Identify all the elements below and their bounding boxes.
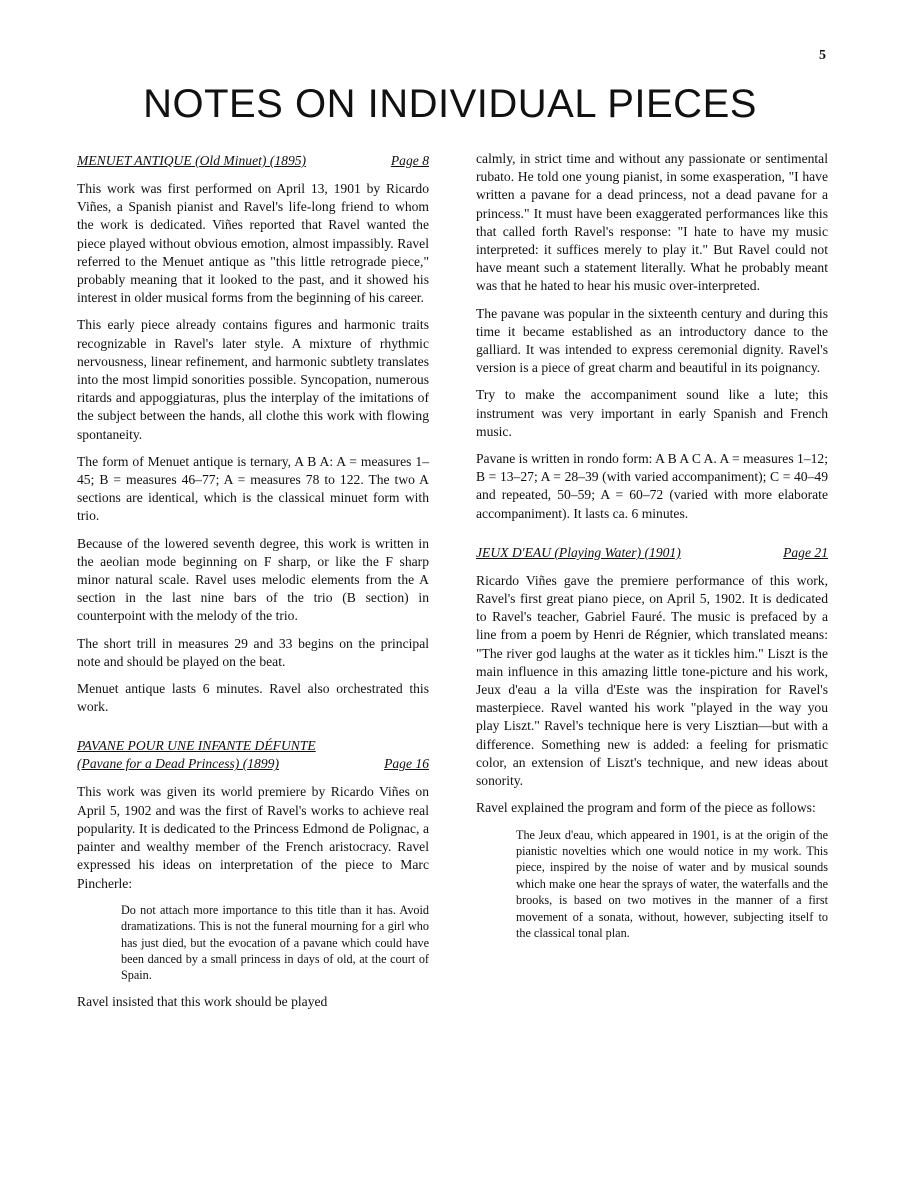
jeux-paragraph: Ricardo Viñes gave the premiere performance of this work, Ravel's first great piano piece, on April 5, 1902. It is dedicated to Ravel's teacher, Gabriel Fauré. The music is prefaced by a line from a poem by Henri de Régnier, which translated means: "The river god laughs at the water as it tickles him." Liszt is the main influence in this amazing little tone-picture and his work, Jeux d'eau a la villa d'Este was the inspiration for Ravel's masterpiece. Ravel wanted his work "played in the way you play Liszt." Ravel's technique here is very Lisztian—but with a difference. Something new is added: a feeling for prismatic color, an extension of Liszt's technique, and new ideas about sonority. bbox=[476, 572, 828, 789]
menuet-paragraph: This early piece already contains figures and harmonic traits recognizable in Ravel's later style. A mixture of rhythmic nervousness, linear refinement, and harmonic subtlety translates into the most limpid sonorities possible. Syncopation, numerous ritards and appoggiaturas, plus the interplay of the imitations of the subject between the hands, all clothe this work with flowing spontaneity. bbox=[77, 317, 429, 442]
pavane-paragraph: Pavane is written in rondo form: A B A C A. A = measures 1–12; B = 13–27; A = 28–39 (with varied accompaniment); C = 40–49 and repeated, 50–59; A = 60–72 (varied with more elaborate accompaniment). It lasts ca. 6 minutes. bbox=[476, 451, 828, 521]
menuet-paragraph: The form of Menuet antique is ternary, A B A: A = measures 1–45; B = measures 46–77; A = measures 78 to 122. The two A sections are identical, which is the classical minuet form with trio. bbox=[77, 453, 429, 524]
page-number: 5 bbox=[819, 48, 826, 63]
jeux-heading-title: JEUX D'EAU (Playing Water) (1901) bbox=[476, 544, 681, 560]
jeux-paragraph: Ravel explained the program and form of the piece as follows: bbox=[476, 800, 816, 816]
menuet-heading-page: Page 8 bbox=[390, 153, 429, 168]
pavane-heading-page: Page 16 bbox=[384, 756, 429, 772]
menuet-heading-title: MENUET ANTIQUE (Old Minuet) (1895) bbox=[77, 153, 307, 168]
menuet-paragraph: Because of the lowered seventh degree, this work is written in the aeolian mode beginning on F sharp, or like the F sharp minor natural scale. Ravel uses melodic elements from the A section in the last nine bars of the trio (B section) in counterpoint with the melody of the trio. bbox=[77, 535, 429, 624]
pavane-heading-title: PAVANE POUR UNE INFANTE DÉFUNTE bbox=[77, 738, 316, 754]
pavane-paragraph: This work was given its world premiere by Ricardo Viñes on April 5, 1902 and was the first of Ravel's works to achieve real popularity. It is dedicated to the Princess Edmond de Polignac, a painter and wealthy member of the French aristocracy. Ravel expressed his ideas on interpretation of the piece to Marc Pincherle: bbox=[77, 784, 429, 891]
right-column bbox=[476, 150, 828, 950]
jeux-heading bbox=[476, 544, 828, 562]
menuet-paragraph: The short trill in measures 29 and 33 begins on the principal note and should be played on the beat. bbox=[77, 635, 429, 669]
pavane-paragraph: Ravel insisted that this work should be played bbox=[77, 993, 328, 1009]
left-column bbox=[77, 152, 429, 1020]
pavane-heading-subtitle-row bbox=[77, 755, 429, 773]
pavane-paragraph: calmly, in strict time and without any passionate or sentimental rubato. He told one young pianist, in some exasperation, "I have written a pavane for a dead princess, not a dead pavane for a princess." It must have been exaggerated performances like this that called forth Ravel's response: "I hate to have my music interpreted: it suffices merely to play it." But Ravel could not have meant such a statement literally. What he probably meant was that he hated to hear his music over-interpreted. bbox=[476, 151, 828, 294]
menuet-heading bbox=[77, 152, 429, 170]
pavane-heading bbox=[77, 737, 429, 773]
pavane-paragraph: Try to make the accompaniment sound like a lute; this instrument was very important in early Spanish and French music. bbox=[476, 387, 828, 439]
pavane-paragraph: The pavane was popular in the sixteenth century and during this time it became established as an introductory dance to the galliard. It was intended to express ceremonial dignity. Ravel's version is a piece of great charm and beautiful in its poignancy. bbox=[476, 305, 828, 376]
jeux-quote: The Jeux d'eau, which appeared in 1901, is at the origin of the pianistic novelties which one would notice in my work. This piece, inspired by the noise of water and by musical sounds which make one hear the sprays of water, the waterfalls and the brooks, is based on two motives in the manner of a first movement of a sonata, without, however, subjecting itself to the classical tonal plan. bbox=[516, 827, 828, 940]
pavane-heading-subtitle: (Pavane for a Dead Princess) (1899) bbox=[77, 756, 279, 772]
jeux-heading-page: Page 21 bbox=[783, 544, 828, 560]
menuet-paragraph: Menuet antique lasts 6 minutes. Ravel also orchestrated this work. bbox=[77, 681, 429, 715]
pavane-quote: Do not attach more importance to this title than it has. Avoid dramatizations. This is not the funeral mourning for a girl who has just died, but the evocation of a pavane which could have been danced by a small princess in days of old, at the court of Spain. bbox=[121, 902, 429, 983]
menuet-paragraph: This work was first performed on April 13, 1901 by Ricardo Viñes, a Spanish pianist and Ravel's life-long friend to whom the work is dedicated. Viñes reported that Ravel wanted the piece played without obvious emotion, almost impassibly. Ravel referred to the Menuet antique as "this little retrograde piece," probably meaning that it looked to the past, and it showed his interest in older musical forms from the beginning of his career. bbox=[77, 181, 429, 306]
page-title: NOTES ON INDIVIDUAL PIECES bbox=[143, 82, 757, 126]
